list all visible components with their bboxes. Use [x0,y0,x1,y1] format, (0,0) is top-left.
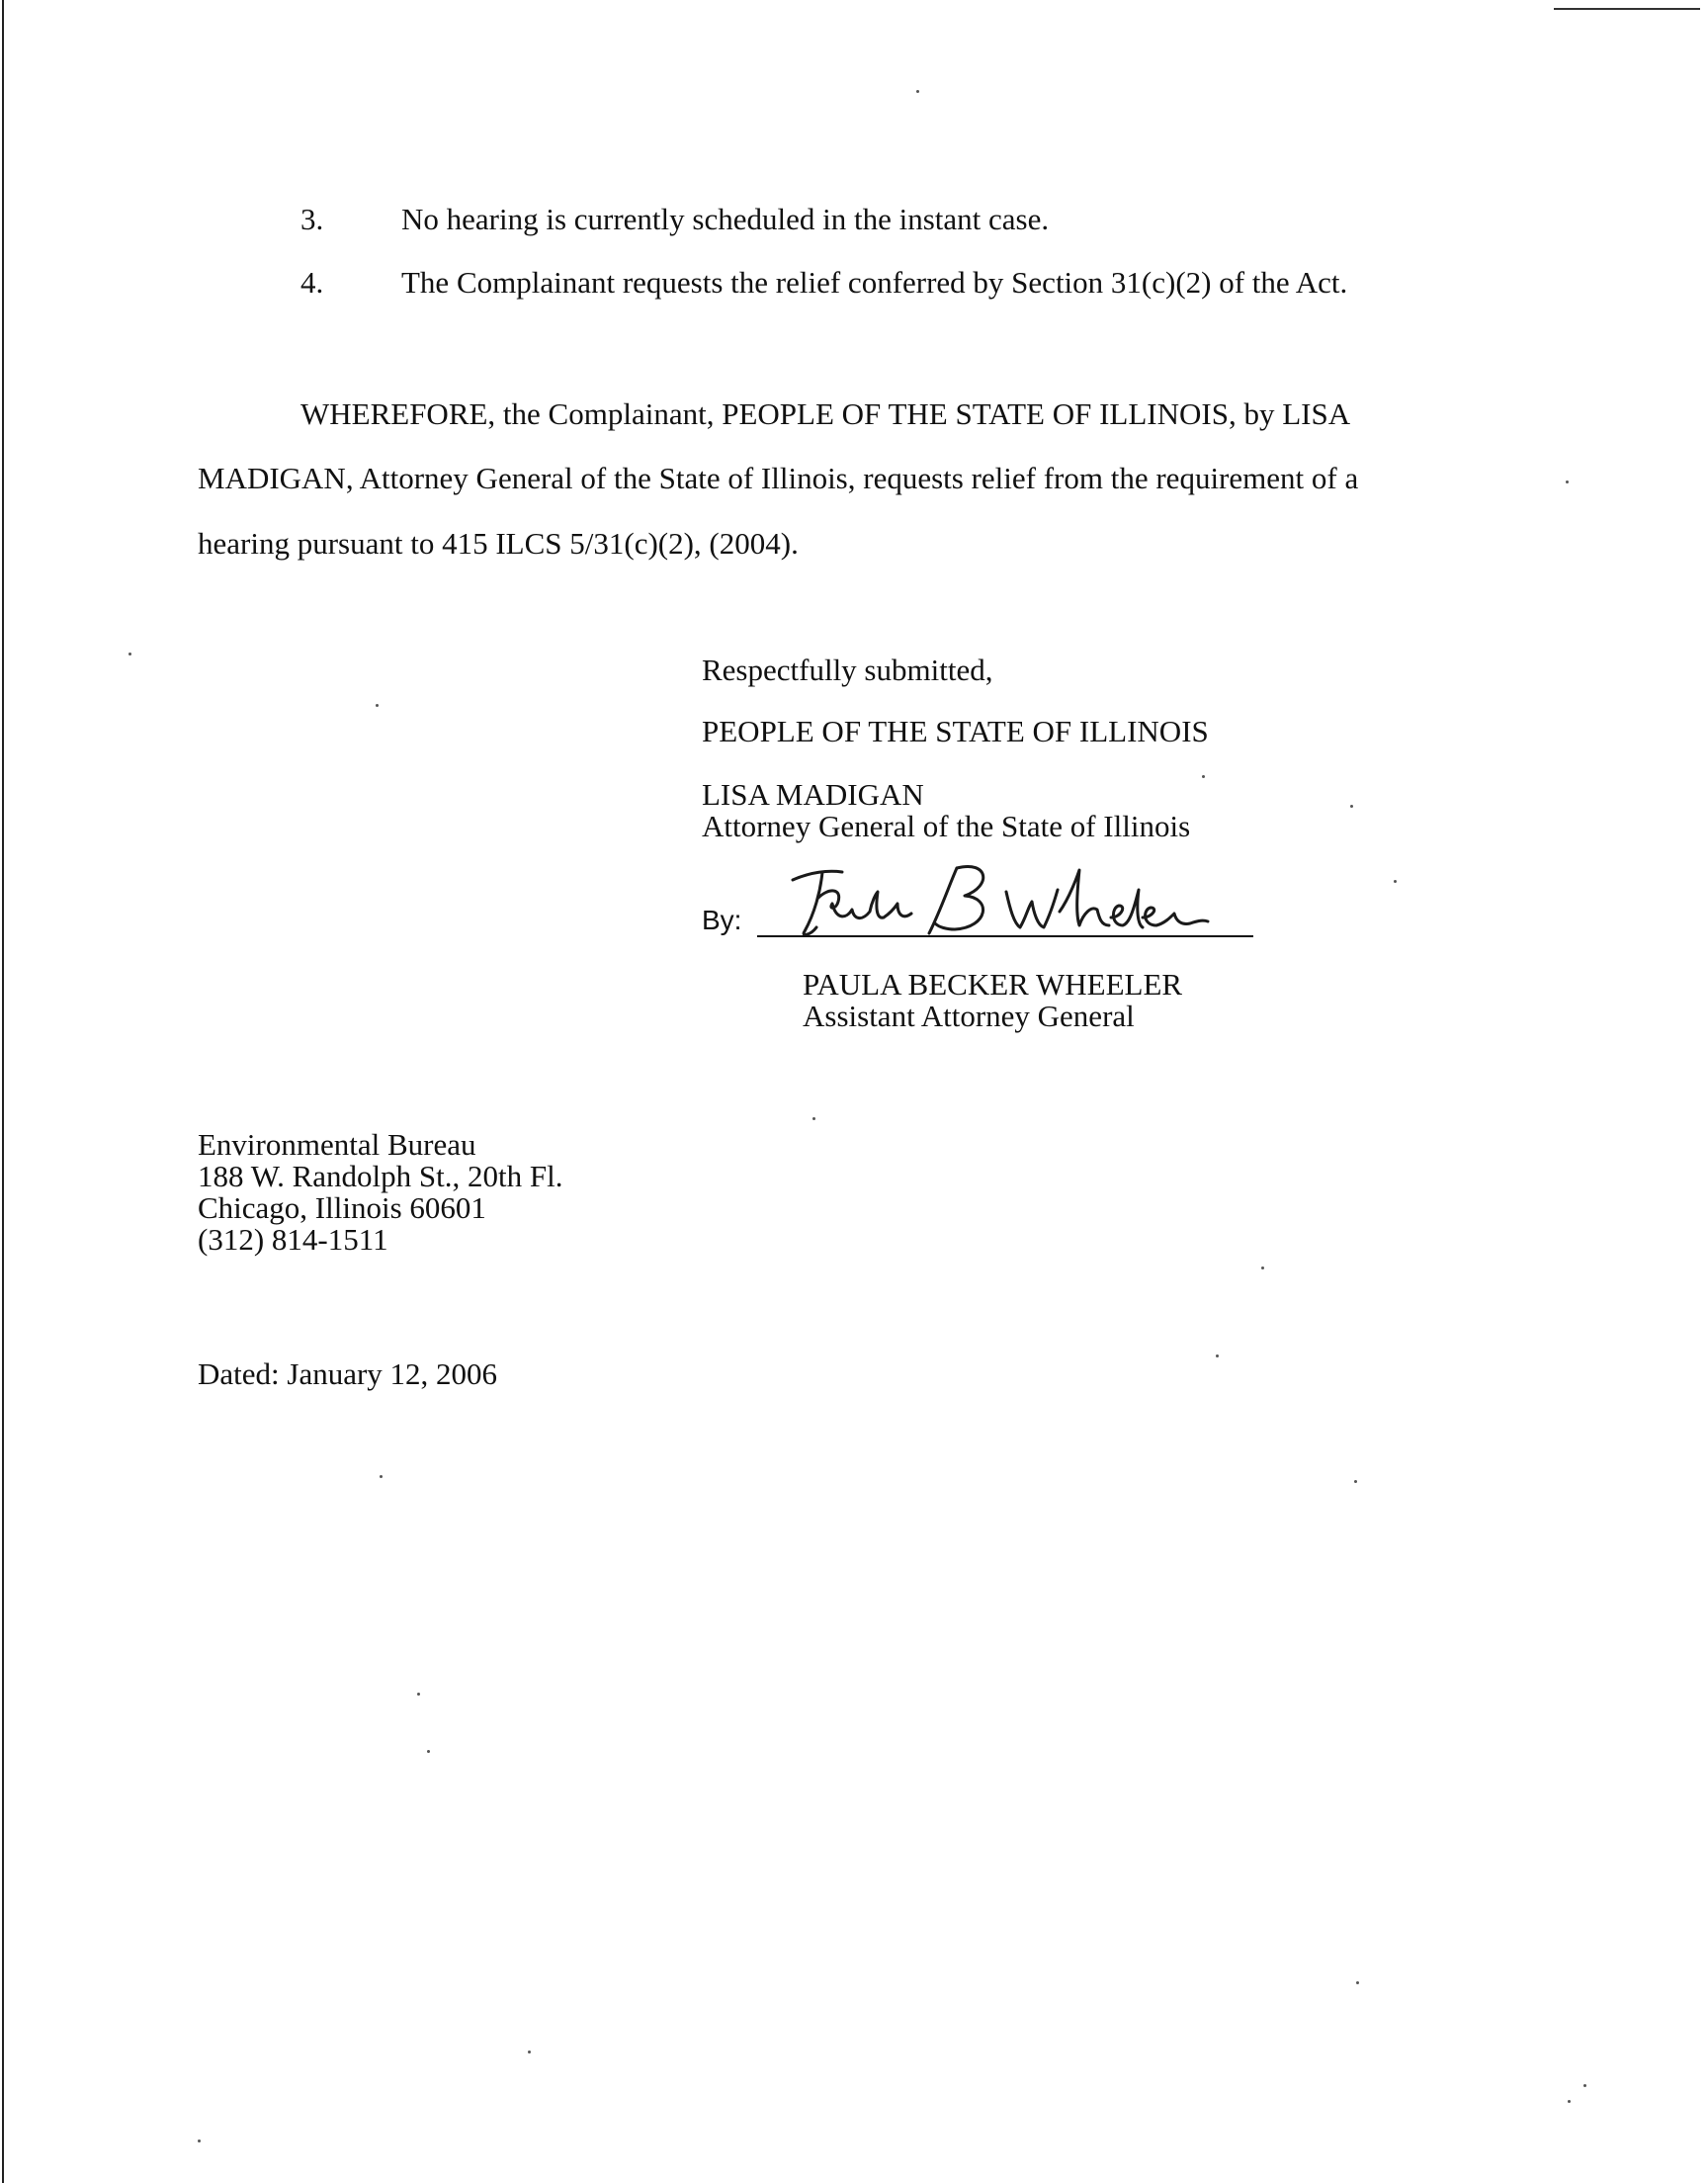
signer-name: PAULA BECKER WHEELER [803,967,1183,1002]
scan-speck [1261,1266,1264,1269]
scan-speck [1568,2100,1571,2103]
item-3-number: 3. [300,202,324,236]
item-4-text: The Complainant requests the relief conferred by Section 31(c)(2) of the Act. [401,265,1348,300]
scan-speck [417,1693,420,1696]
scan-speck [1566,480,1569,483]
party-name: PEOPLE OF THE STATE OF ILLINOIS [702,714,1209,748]
address-city: Chicago, Illinois 60601 [198,1190,486,1225]
scan-speck [1394,880,1397,883]
item-3-text: No hearing is currently scheduled in the instant case. [401,202,1050,236]
address-bureau: Environmental Bureau [198,1127,476,1162]
scan-speck [1356,1981,1359,1984]
address-block [198,1129,562,1256]
address-phone: (312) 814-1511 [198,1222,388,1257]
wherefore-line-3: hearing pursuant to 415 ILCS 5/31(c)(2), (2004). [198,526,799,561]
attorney-general-block [702,779,1190,842]
by-label: By: [702,905,742,935]
scan-speck [380,1475,383,1478]
scan-edge-left [2,0,4,2183]
wherefore-line-1: WHEREFORE, the Complainant, PEOPLE OF THE STATE OF ILLINOIS, by LISA [300,396,1351,431]
scan-speck [376,704,379,707]
dated-line: Dated: January 12, 2006 [198,1356,498,1391]
wherefore-line-2: MADIGAN, Attorney General of the State of Illinois, requests relief from the requirement of a [198,461,1359,495]
scan-speck [1583,2084,1586,2087]
scan-speck [1350,805,1353,808]
item-4-number: 4. [300,265,324,300]
scan-speck [1354,1480,1357,1483]
scan-edge-top [1554,8,1700,10]
signature-line [757,935,1253,937]
scan-speck [916,90,919,93]
scan-speck [528,2051,531,2053]
address-street: 188 W. Randolph St., 20th Fl. [198,1159,563,1193]
scan-speck [1202,775,1205,778]
attorney-general-name: LISA MADIGAN [702,777,924,812]
attorney-general-title: Attorney General of the State of Illinois [702,809,1191,843]
signer-title: Assistant Attorney General [803,999,1135,1033]
handwritten-signature [781,858,1216,947]
scan-speck [427,1750,430,1753]
scan-speck [128,653,131,655]
scan-speck [198,2139,201,2142]
scan-speck [1216,1354,1219,1357]
signer-block [803,969,1182,1032]
respectfully-submitted: Respectfully submitted, [702,653,993,687]
scan-speck [812,1117,815,1120]
